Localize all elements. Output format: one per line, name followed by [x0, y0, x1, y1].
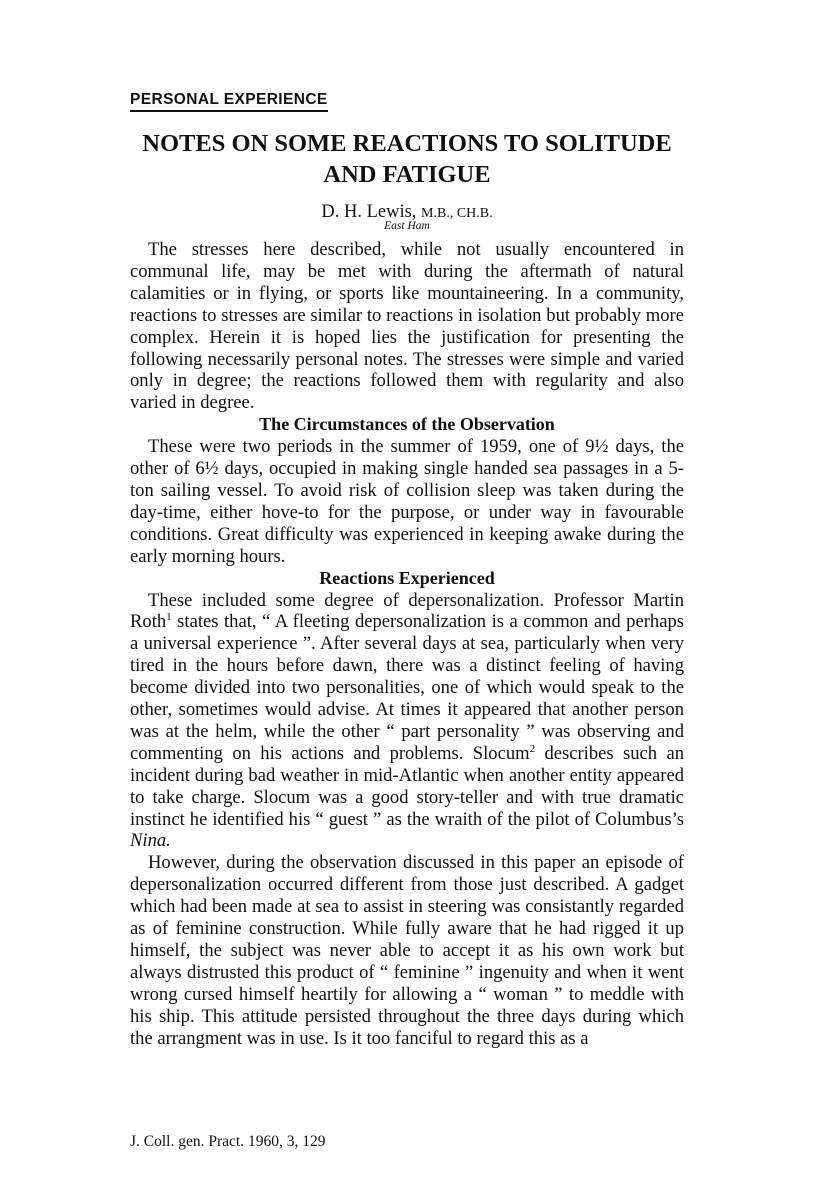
journal-name: J. Coll. gen. Pract. [130, 1133, 245, 1150]
reference-2: 2 [529, 742, 536, 755]
author-name: D. H. Lewis, [321, 202, 417, 222]
citation-numbers: 1960, 3, 129 [247, 1133, 326, 1150]
circumstances-paragraph: These were two periods in the summer of 1959, one of 9½ days, the other of 6½ days, occupied in making single handed sea passages in a 5-ton sailing vessel. To avoid risk of collision sleep was taken during the day-time, either hove-to for the purpose, or under way in favourable conditions. Great difficulty was experienced in keeping awake during the early morning hours. [130, 436, 684, 567]
reactions-text-a: These included some degree of depersonalization. Professor Martin Roth [130, 589, 684, 633]
reactions-text-c: describes such an incident during bad weather in mid-Atlantic when another entity appeared to take charge. Slocum was a good story-teller and with true dramatic instinct he identified his “ guest ” as the wraith of the pilot of Columbus’s [130, 742, 684, 830]
reactions-text-b: states that, “ A fleeting depersonalization is a common and perhaps a universal experience ”. After several days at sea, particularly when very tired in the hours before dawn, there was a distinct feeling of having become divided into two personalities, one of which would speak to the other, sometimes would advise. At times it appeared that another person was at the helm, while the other “ part personality ” was observing and commenting on his actions and problems. Slocum [130, 611, 684, 764]
author-degrees: M.B., CH.B. [421, 206, 493, 221]
reference-1: 1 [166, 611, 172, 624]
reactions-paragraph [130, 590, 684, 853]
section-label: PERSONAL EXPERIENCE [130, 91, 328, 112]
ship-name: Nina. [130, 830, 171, 852]
author-affiliation: East Ham [384, 220, 430, 232]
article-body [130, 239, 684, 1050]
heading-circumstances: The Circumstances of the Observation [259, 414, 555, 435]
title-line-1: NOTES ON SOME REACTIONS TO SOLITUDE [142, 130, 672, 157]
intro-paragraph: The stresses here described, while not usually encountered in communal life, may be met with during the aftermath of natural calamities or in flying, or sports like mountaineering. In a community, reactions to stresses are similar to reactions in isolation but probably more complex. Herein it is hoped lies the justification for presenting the following necessarily personal notes. The stresses were simple and varied only in degree; the reactions followed them with regularity and also varied in degree. [130, 239, 684, 414]
however-paragraph: However, during the observation discussed in this paper an episode of depersonalization occurred different from those just described. A gadget which had been made at sea to assist in steering was consistantly regarded as of feminine construction. While fully aware that he had rigged it up himself, the subject was never able to accept it as his own work but always distrusted this product of “ feminine ” ingenuity and when it went wrong cursed himself heartily for allowing a “ woman ” to meddle with his ship. This attitude persisted throughout the three days during which the arrangment was in use. Is it too fanciful to regard this as a [130, 852, 684, 1049]
title-line-2: AND FATIGUE [323, 161, 491, 188]
journal-citation [130, 1133, 325, 1151]
heading-reactions: Reactions Experienced [319, 567, 495, 588]
article-title [130, 128, 684, 190]
